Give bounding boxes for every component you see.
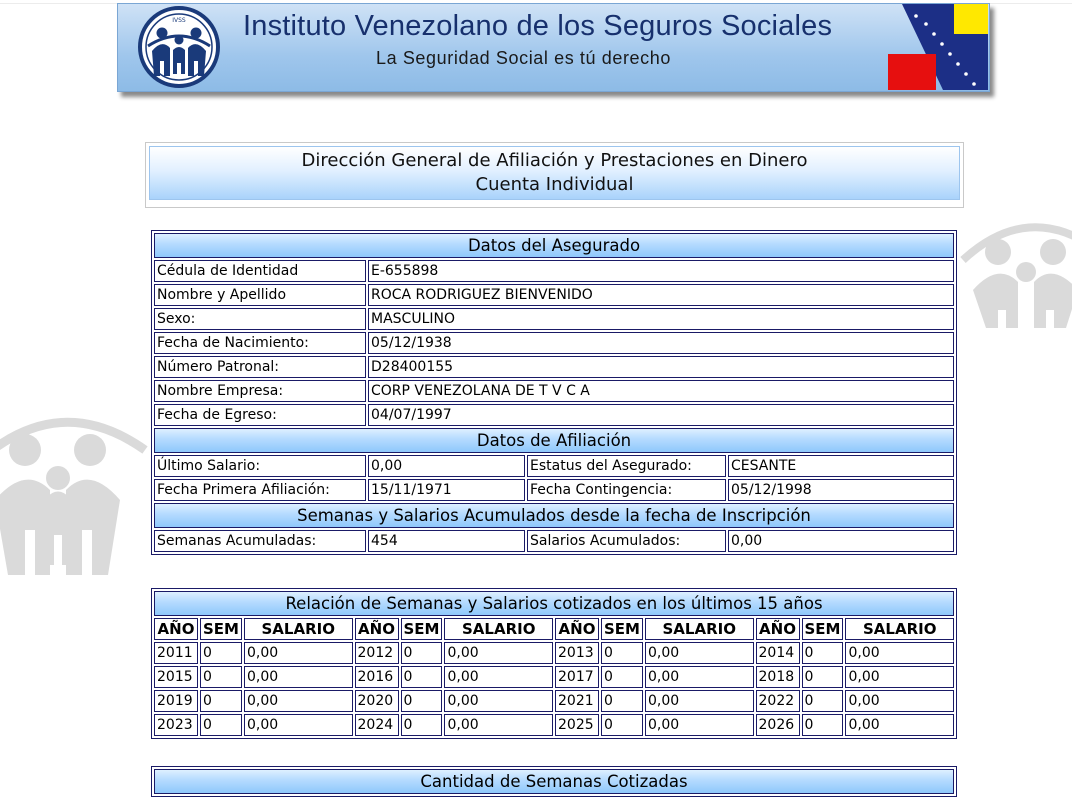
field-value: 0,00 <box>368 455 525 477</box>
field-label: Estatus del Asegurado: <box>527 455 726 477</box>
salary-cell: 0,00 <box>645 690 754 712</box>
salary-cell: 0,00 <box>845 714 954 736</box>
table-row <box>154 380 954 402</box>
field-value: 05/12/1938 <box>368 332 954 354</box>
contributions-body <box>154 642 954 736</box>
venezuela-flag-icon <box>888 4 988 90</box>
column-header-year: AÑO <box>154 618 198 640</box>
table-row <box>154 404 954 426</box>
column-header-year: AÑO <box>355 618 399 640</box>
table-row <box>154 260 954 282</box>
field-value: 04/07/1997 <box>368 404 954 426</box>
field-value: 15/11/1971 <box>368 479 525 501</box>
site-banner <box>117 3 990 92</box>
weeks-cell: 0 <box>802 714 844 736</box>
year-cell: 2011 <box>154 642 198 664</box>
salary-cell: 0,00 <box>645 642 754 664</box>
weeks-cell: 0 <box>802 642 844 664</box>
salary-cell: 0,00 <box>244 690 353 712</box>
weeks-cell: 0 <box>401 666 443 688</box>
salary-cell: 0,00 <box>444 642 553 664</box>
insured-section-title: Datos del Asegurado <box>154 233 954 258</box>
column-header-salary: SALARIO <box>444 618 553 640</box>
page-header-box <box>145 142 964 208</box>
salary-cell: 0,00 <box>645 666 754 688</box>
field-value: CORP VENEZOLANA DE T V C A <box>368 380 954 402</box>
contributions-table <box>151 588 957 739</box>
table-row <box>154 479 954 501</box>
weeks-cell: 0 <box>200 642 242 664</box>
field-value: CESANTE <box>728 455 954 477</box>
page-title: Dirección General de Afiliación y Prestaciones en Dinero <box>301 150 808 171</box>
watermark-family-icon <box>0 390 150 580</box>
year-cell: 2024 <box>355 714 399 736</box>
salary-cell: 0,00 <box>845 690 954 712</box>
table-row <box>154 356 954 378</box>
weeks-cell: 0 <box>200 690 242 712</box>
weeks-cell: 0 <box>802 666 844 688</box>
field-label: Fecha de Egreso: <box>154 404 366 426</box>
table-row <box>154 714 954 736</box>
table-row <box>154 642 954 664</box>
field-label: Último Salario: <box>154 455 366 477</box>
year-cell: 2021 <box>555 690 599 712</box>
year-cell: 2019 <box>154 690 198 712</box>
weeks-cell: 0 <box>401 642 443 664</box>
year-cell: 2020 <box>355 690 399 712</box>
watermark-family-icon <box>958 200 1072 330</box>
column-header-salary: SALARIO <box>845 618 954 640</box>
field-label: Número Patronal: <box>154 356 366 378</box>
salary-cell: 0,00 <box>444 690 553 712</box>
weeks-cell: 0 <box>601 690 643 712</box>
field-label: Salarios Acumulados: <box>527 530 726 552</box>
table-row <box>154 284 954 306</box>
salary-cell: 0,00 <box>845 666 954 688</box>
table-row <box>154 530 954 552</box>
year-cell: 2014 <box>756 642 800 664</box>
field-value: E-655898 <box>368 260 954 282</box>
year-cell: 2026 <box>756 714 800 736</box>
logo-text: IVSS <box>172 17 186 24</box>
field-label: Nombre y Apellido <box>154 284 366 306</box>
salary-cell: 0,00 <box>244 714 353 736</box>
year-cell: 2018 <box>756 666 800 688</box>
field-value: 0,00 <box>728 530 954 552</box>
column-header-weeks: SEM <box>601 618 643 640</box>
field-label: Nombre Empresa: <box>154 380 366 402</box>
column-header-year: AÑO <box>555 618 599 640</box>
weeks-count-section-title: Cantidad de Semanas Cotizadas <box>154 769 954 794</box>
weeks-cell: 0 <box>601 714 643 736</box>
contributions-section-title: Relación de Semanas y Salarios cotizados en los últimos 15 años <box>154 591 954 616</box>
field-value: ROCA RODRIGUEZ BIENVENIDO <box>368 284 954 306</box>
field-label: Fecha Primera Afiliación: <box>154 479 366 501</box>
year-cell: 2017 <box>555 666 599 688</box>
field-label: Fecha Contingencia: <box>527 479 726 501</box>
banner-title: Instituto Venezolano de los Seguros Sociales <box>243 10 833 42</box>
table-row <box>154 455 954 477</box>
banner-subtitle: La Seguridad Social es tú derecho <box>376 48 671 68</box>
table-row <box>154 332 954 354</box>
weeks-cell: 0 <box>401 714 443 736</box>
page-subtitle: Cuenta Individual <box>475 174 634 195</box>
page-header <box>149 146 960 200</box>
table-header-row <box>154 618 954 640</box>
field-label: Cédula de Identidad <box>154 260 366 282</box>
salary-cell: 0,00 <box>244 642 353 664</box>
table-row <box>154 308 954 330</box>
salary-cell: 0,00 <box>845 642 954 664</box>
year-cell: 2016 <box>355 666 399 688</box>
salary-cell: 0,00 <box>645 714 754 736</box>
field-label: Sexo: <box>154 308 366 330</box>
table-row <box>154 666 954 688</box>
year-cell: 2023 <box>154 714 198 736</box>
column-header-weeks: SEM <box>802 618 844 640</box>
table-row <box>154 690 954 712</box>
column-header-salary: SALARIO <box>244 618 353 640</box>
year-cell: 2013 <box>555 642 599 664</box>
year-cell: 2015 <box>154 666 198 688</box>
column-header-salary: SALARIO <box>645 618 754 640</box>
affiliation-section-title: Datos de Afiliación <box>154 428 954 453</box>
salary-cell: 0,00 <box>444 714 553 736</box>
year-cell: 2012 <box>355 642 399 664</box>
insured-data-table <box>151 230 957 555</box>
year-cell: 2025 <box>555 714 599 736</box>
salary-cell: 0,00 <box>244 666 353 688</box>
weeks-cell: 0 <box>200 714 242 736</box>
weeks-cell: 0 <box>601 642 643 664</box>
column-header-weeks: SEM <box>401 618 443 640</box>
field-value: D28400155 <box>368 356 954 378</box>
field-label: Semanas Acumuladas: <box>154 530 366 552</box>
field-value: MASCULINO <box>368 308 954 330</box>
accumulated-section-title: Semanas y Salarios Acumulados desde la fecha de Inscripción <box>154 503 954 528</box>
field-value: 454 <box>368 530 525 552</box>
weeks-count-table <box>151 766 957 797</box>
salary-cell: 0,00 <box>444 666 553 688</box>
weeks-cell: 0 <box>601 666 643 688</box>
field-label: Fecha de Nacimiento: <box>154 332 366 354</box>
weeks-cell: 0 <box>200 666 242 688</box>
ivss-family-logo-icon <box>136 6 222 88</box>
column-header-year: AÑO <box>756 618 800 640</box>
year-cell: 2022 <box>756 690 800 712</box>
field-value: 05/12/1998 <box>728 479 954 501</box>
weeks-cell: 0 <box>401 690 443 712</box>
weeks-cell: 0 <box>802 690 844 712</box>
column-header-weeks: SEM <box>200 618 242 640</box>
